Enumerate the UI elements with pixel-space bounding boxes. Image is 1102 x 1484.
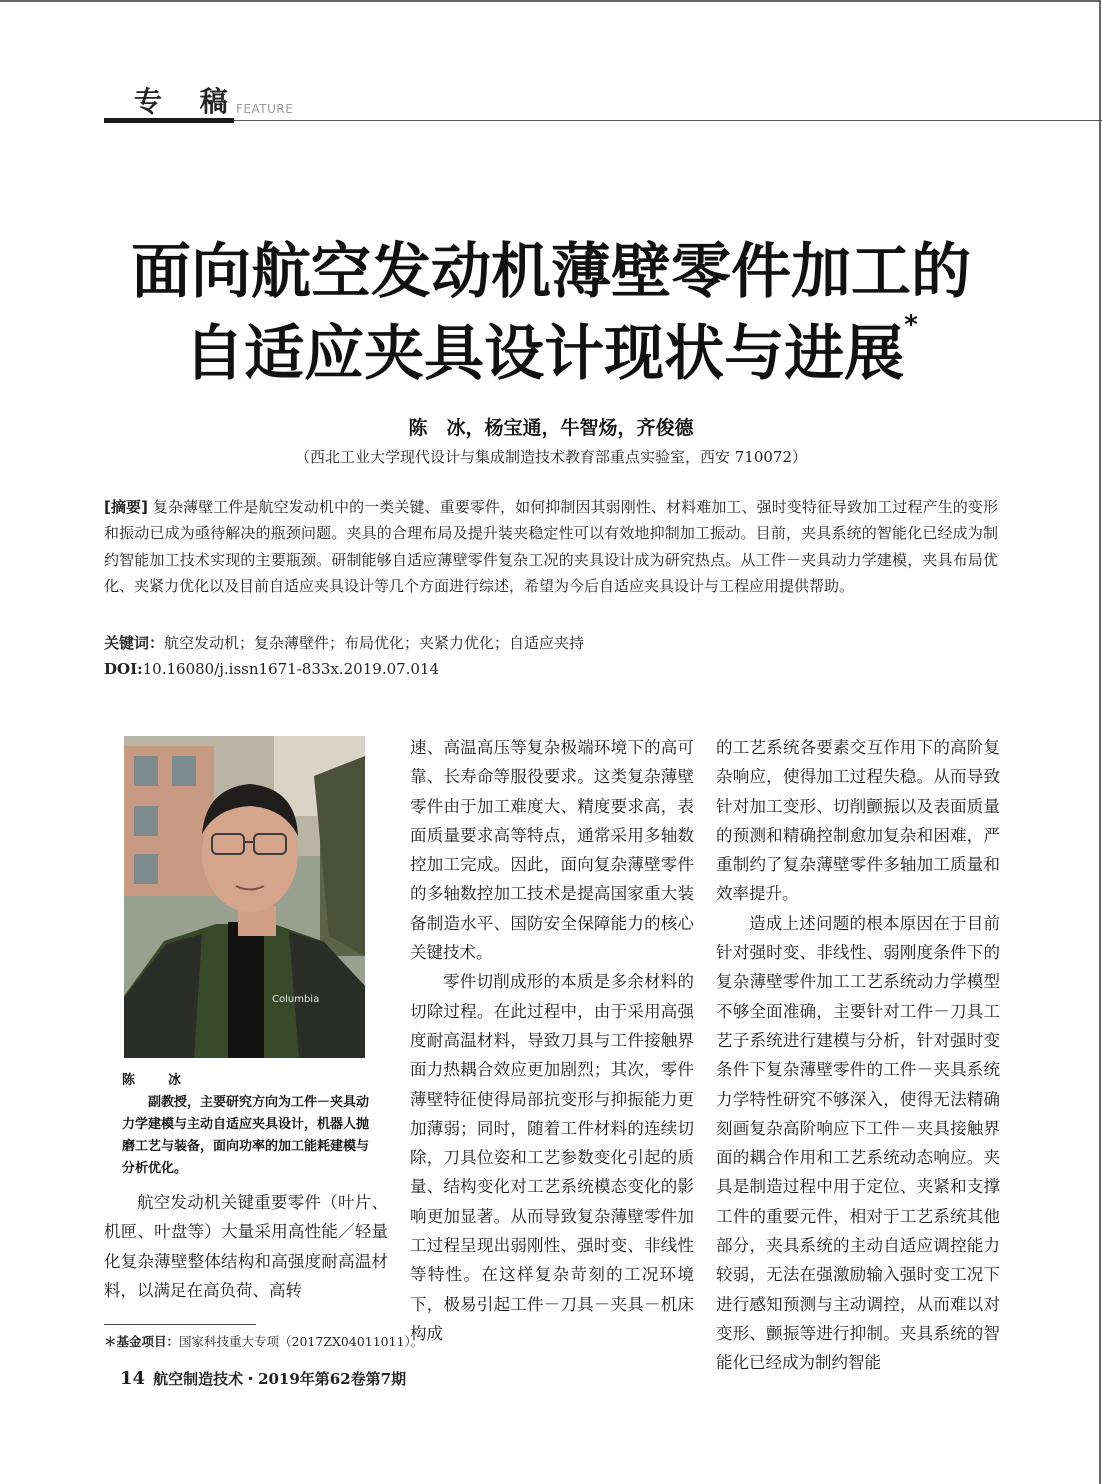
abstract-label: [摘要] xyxy=(104,498,148,516)
doi-label: DOI: xyxy=(104,660,143,678)
jacket-logo: Columbia xyxy=(272,994,320,1005)
author-photo xyxy=(124,736,365,1058)
article-title-line-2 xyxy=(0,306,1102,392)
author-bio xyxy=(122,1070,372,1180)
footnote-rule xyxy=(104,1324,256,1325)
keywords-text: 航空发动机；复杂薄壁件；布局优化；夹紧力优化；自适应夹持 xyxy=(164,634,585,652)
author-list: 陈 冰，杨宝通，牛智炀，齐俊德 xyxy=(408,417,694,439)
page-footer xyxy=(120,1368,406,1389)
doi-value: 10.16080/j.issn1671-833x.2019.07.014 xyxy=(142,660,440,678)
header-thick-bar xyxy=(104,118,234,123)
journal-info: 航空制造技术・2019年第62卷第7期 xyxy=(153,1370,407,1388)
keywords-label: 关键词： xyxy=(104,634,165,652)
article-title-line-1: 面向航空发动机薄壁零件加工的 xyxy=(131,237,971,307)
abstract xyxy=(104,494,998,600)
funding-mark: * xyxy=(904,310,918,340)
bio-text: 副教授，主要研究方向为工件－夹具动力学建模与主动自适应夹具设计，机器人抛磨工艺与装备，面向功率的加工能耗建模与分析优化。 xyxy=(122,1095,370,1176)
body-column-1 xyxy=(104,1188,388,1305)
bio-name: 陈 冰 xyxy=(122,1073,192,1088)
abstract-text: 复杂薄壁工件是航空发动机中的一类关键、重要零件，如何抑制因其弱刚性、材料难加工、强时变特征导致加工过程产生的变形和振动已成为亟待解决的瓶颈问题。夹具的合理布局及提升装夹稳定性可以有效地抑制加工振动。目前，夹具系统的智能化已经成为制约智能加工技术实现的主要瓶颈。研制能够自适应薄壁零件复杂工况的夹具设计成为研究热点。从工件－夹具动力学建模，夹具布局优化、夹紧力优化以及目前自适应夹具设计等几个方面进行综述，希望为今后自适应夹具设计与工程应用提供帮助。 xyxy=(104,498,998,596)
column-1-paragraph-1: 航空发动机关键重要零件（叶片、机匣、叶盘等）大量采用高性能／轻量化复杂薄壁整体结构和高强度耐高温材料，以满足在高负荷、高转 xyxy=(104,1193,388,1300)
keywords xyxy=(104,632,998,653)
funding-footnote xyxy=(104,1332,423,1350)
footnote-label: ＊基金项目： xyxy=(104,1334,180,1349)
column-2-paragraph-1: 速、高温高压等复杂极端环境下的高可靠、长寿命等服役要求。这类复杂薄壁零件由于加工难度大、精度要求高，表面质量要求高等特点，通常采用多轴数控加工完成。因此，面向复杂薄壁零件的多轴数控加工技术是提高国家重大装备制造水平、国防安全保障能力的核心关键技术。 xyxy=(410,738,694,963)
section-label: 专 稿 xyxy=(134,85,242,118)
page-number: 14 xyxy=(120,1368,146,1389)
column-3-paragraph-2: 造成上述问题的根本原因在于目前针对强时变、非线性、弱刚度条件下的复杂薄壁零件加工工艺系统动力学模型不够全面准确，主要针对工件－刀具工艺子系统进行建模与分析，针对强时变条件下复杂薄壁零件的工件－夹具系统力学特性研究不够深入，使得无法精确刻画复杂高阶响应下工件－夹具接触界面的耦合作用和工艺系统动态响应。夹具是制造过程中用于定位、夹紧和支撑工件的重要元件，相对于工艺系统其他部分，夹具系统的主动自适应调控能力较弱，无法在强激励输入强时变工况下进行感知预测与主动调控，从而难以对变形、颤振等进行抑制。夹具系统的智能化已经成为制约智能 xyxy=(716,913,1000,1373)
footnote-text: 国家科技重大专项（2017ZX04011011）。 xyxy=(179,1334,424,1349)
doi xyxy=(104,660,439,678)
column-3-paragraph-1: 的工艺系统各要素交互作用下的高阶复杂响应，使得加工过程失稳。从而导致针对加工变形、切削颤振以及表面质量的预测和精确控制愈加复杂和困难，严重制约了复杂薄壁零件多轴加工质量和效率提升。 xyxy=(716,738,1000,904)
column-2-paragraph-2: 零件切削成形的本质是多余材料的切除过程。在此过程中，由于采用高强度耐高温材料，导致刀具与工件接触界面力热耦合效应更加剧烈；其次，零件薄壁特征使得局部抗变形与抑振能力更加薄弱；同时，随着工件材料的连续切除，刀具位姿和工艺参数变化引起的质量、结构变化对工艺系统模态变化的影响更加显著。从而导致复杂薄壁零件加工过程呈现出弱刚性、强时变、非线性等特性。在这样复杂苛刻的工况环境下，极易引起工件－刀具－夹具－机床构成 xyxy=(410,972,694,1343)
feature-tag: FEATURE xyxy=(236,102,294,116)
affiliation: （西北工业大学现代设计与集成制造技术教育部重点实验室，西安 710072） xyxy=(294,448,808,466)
header-thin-rule xyxy=(234,120,1102,121)
body-column-3 xyxy=(716,733,1000,1378)
article-title-text: 自适应夹具设计现状与进展 xyxy=(184,319,905,389)
body-column-2 xyxy=(410,733,694,1348)
section-header xyxy=(104,80,1102,124)
